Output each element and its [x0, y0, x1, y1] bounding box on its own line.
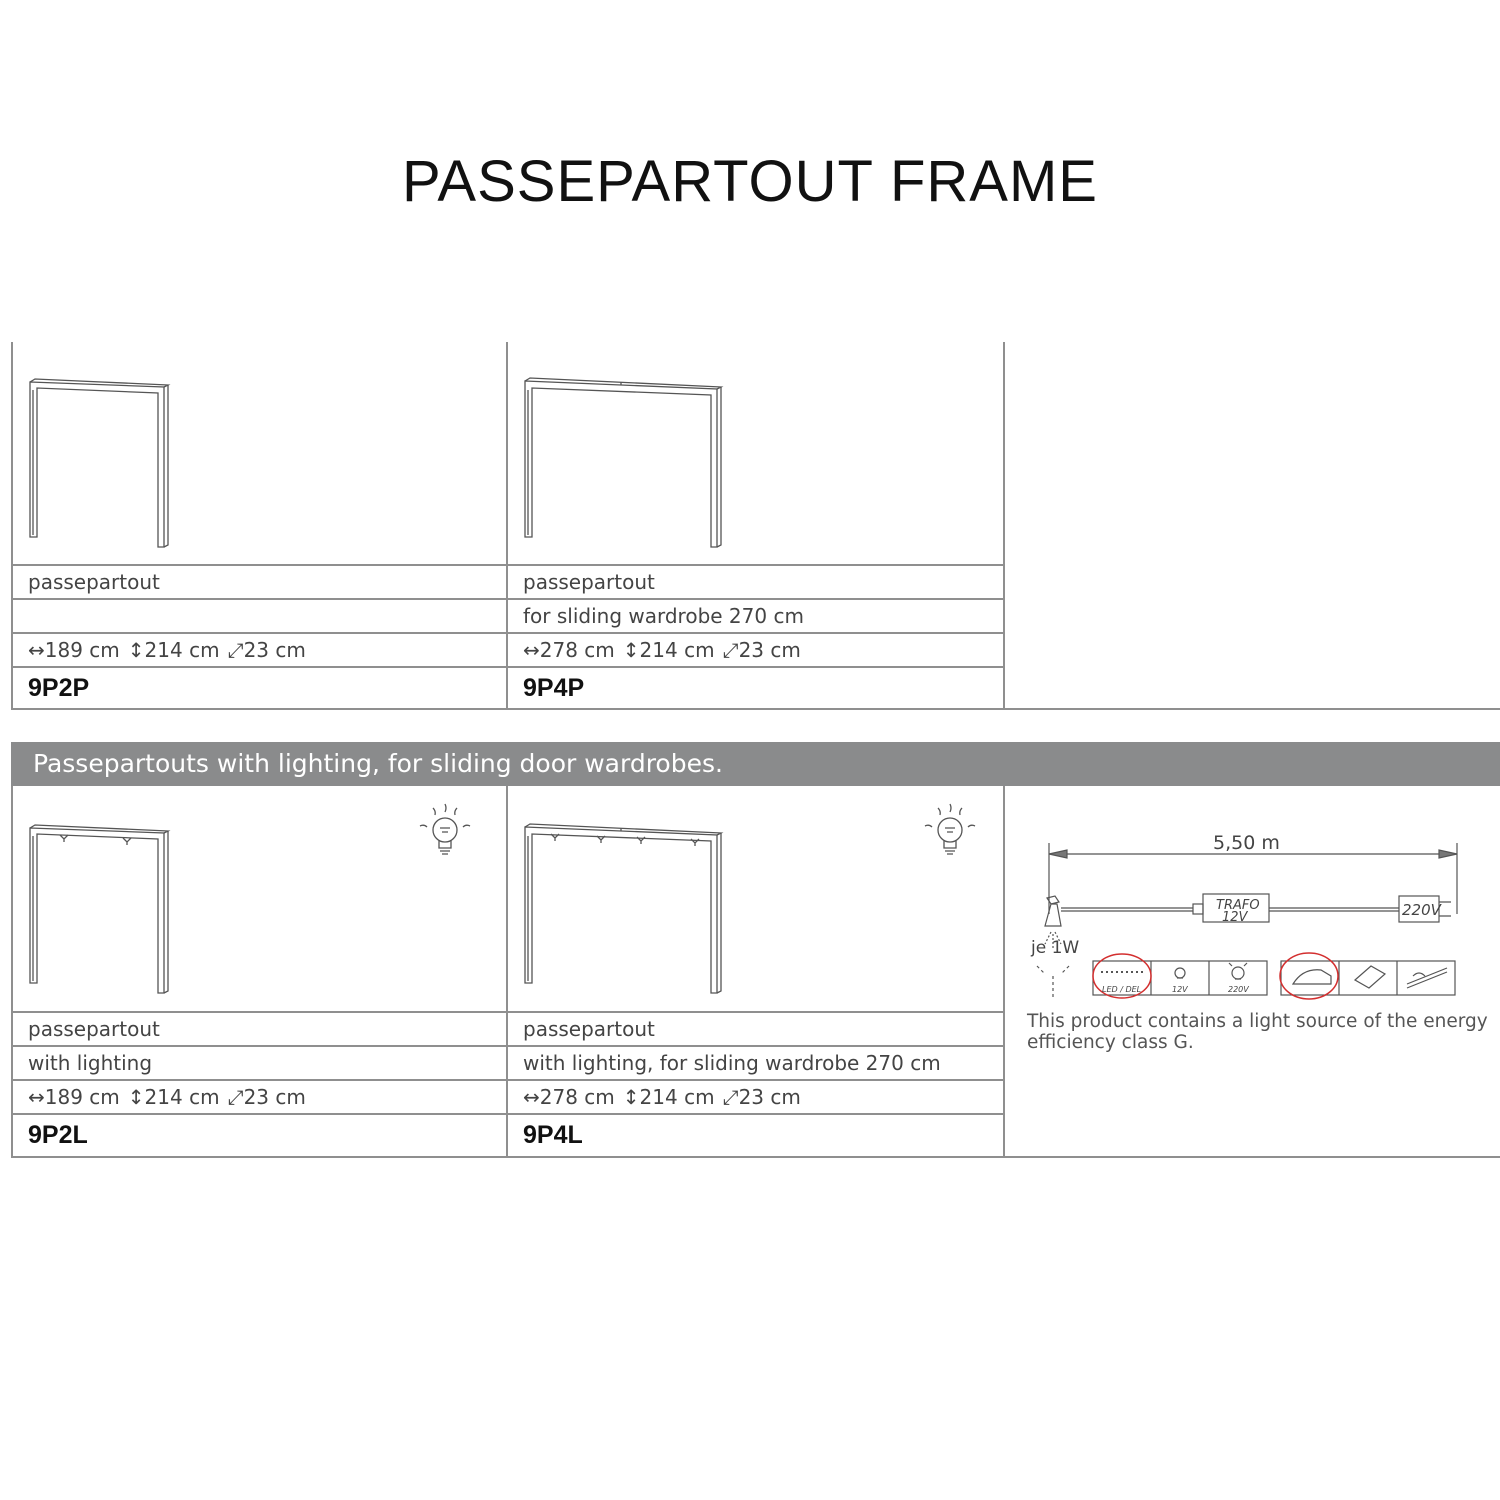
- frame-drawing: [13, 342, 508, 564]
- product-name: passepartout: [523, 570, 655, 594]
- trafo-label: TRAFO: [1216, 898, 1260, 913]
- wiring-info-cell: [1003, 786, 1500, 1158]
- height-dimension: ↕214 cm: [622, 638, 715, 662]
- width-arrow-icon: ↔: [28, 1085, 45, 1109]
- product-code: 9P4P: [523, 673, 585, 702]
- height-dimension: ↕214 cm: [127, 1085, 220, 1109]
- product-card-9p4l: [508, 786, 1005, 1158]
- product-name: passepartout: [28, 1017, 160, 1041]
- height-arrow-icon: ↕: [622, 638, 640, 662]
- width-arrow-icon: ↔: [28, 638, 45, 662]
- width-arrow-icon: ↔: [523, 638, 540, 662]
- width-dimension: ↔189 cm: [28, 638, 120, 662]
- product-dimensions-row: [508, 632, 1003, 666]
- depth-arrow-icon: ⤢: [722, 1085, 739, 1109]
- product-code-row: [508, 1113, 1003, 1156]
- product-card-9p2l: [11, 786, 508, 1158]
- product-code: 9P2L: [28, 1121, 88, 1149]
- lighting-products-section: [11, 742, 1500, 1158]
- product-image: [508, 342, 1003, 564]
- led-icon-label: LED / DEL: [1102, 985, 1142, 994]
- product-name: passepartout: [28, 570, 160, 594]
- product-name: passepartout: [523, 1017, 655, 1041]
- product-dimensions-row: [13, 1079, 506, 1113]
- height-arrow-icon: ↕: [622, 1085, 640, 1109]
- product-name-row: [13, 1011, 506, 1045]
- product-dimensions-row: [13, 632, 506, 666]
- width-dimension: ↔189 cm: [28, 1085, 120, 1109]
- 220v-icon-label: 220V: [1228, 985, 1249, 994]
- product-image: [508, 786, 1003, 1011]
- product-name-row: [508, 1011, 1003, 1045]
- depth-arrow-icon: ⤢: [722, 638, 739, 662]
- product-code-row: [13, 666, 506, 708]
- depth-dimension: ⤢23 cm: [722, 1085, 801, 1109]
- product-code: 9P2P: [28, 673, 90, 702]
- cable-length-label: 5,50 m: [1213, 832, 1280, 854]
- height-arrow-icon: ↕: [127, 1085, 145, 1109]
- light-bulb-icon: [920, 800, 980, 860]
- product-card-9p4p: [508, 342, 1005, 710]
- trafo-voltage-label: 12V: [1222, 910, 1248, 925]
- 12v-icon-label: 12V: [1172, 985, 1188, 994]
- product-description: with lighting: [28, 1051, 153, 1075]
- product-image: [13, 342, 506, 564]
- product-code-row: [13, 1113, 506, 1156]
- depth-arrow-icon: ⤢: [227, 1085, 244, 1109]
- product-description-row: [508, 1045, 1003, 1079]
- empty-cell: [1003, 342, 1500, 710]
- product-description: with lighting, for sliding wardrobe 270 cm: [523, 1051, 941, 1075]
- product-image: [13, 786, 506, 1011]
- width-arrow-icon: ↔: [523, 1085, 540, 1109]
- energy-efficiency-note: This product contains a light source of the energy efficiency class G.: [1027, 1011, 1488, 1053]
- frame-drawing: [508, 342, 1003, 564]
- product-description-row: [13, 1045, 506, 1079]
- depth-arrow-icon: ⤢: [227, 638, 244, 662]
- plug-voltage-label: 220V: [1402, 901, 1441, 919]
- width-dimension: ↔278 cm: [523, 638, 615, 662]
- product-description-row: [508, 598, 1003, 632]
- depth-dimension: ⤢23 cm: [227, 638, 306, 662]
- height-dimension: ↕214 cm: [127, 638, 220, 662]
- height-arrow-icon: ↕: [127, 638, 145, 662]
- light-bulb-icon: [415, 800, 475, 860]
- product-code: 9P4L: [523, 1121, 583, 1149]
- basic-products-section: [11, 342, 1500, 710]
- product-code-row: [508, 666, 1003, 708]
- product-dimensions-row: [508, 1079, 1003, 1113]
- product-name-row: [508, 564, 1003, 598]
- product-name-row: [13, 564, 506, 598]
- width-dimension: ↔278 cm: [523, 1085, 615, 1109]
- product-description-row: [13, 598, 506, 632]
- page-title: PASSEPARTOUT FRAME: [402, 149, 1098, 214]
- product-card-9p2p: [11, 342, 508, 710]
- section-heading: Passepartouts with lighting, for sliding door wardrobes.: [11, 742, 1500, 786]
- depth-dimension: ⤢23 cm: [227, 1085, 306, 1109]
- product-description: for sliding wardrobe 270 cm: [523, 604, 804, 628]
- lamp-power-label: je 1W: [1031, 938, 1080, 958]
- depth-dimension: ⤢23 cm: [722, 638, 801, 662]
- height-dimension: ↕214 cm: [622, 1085, 715, 1109]
